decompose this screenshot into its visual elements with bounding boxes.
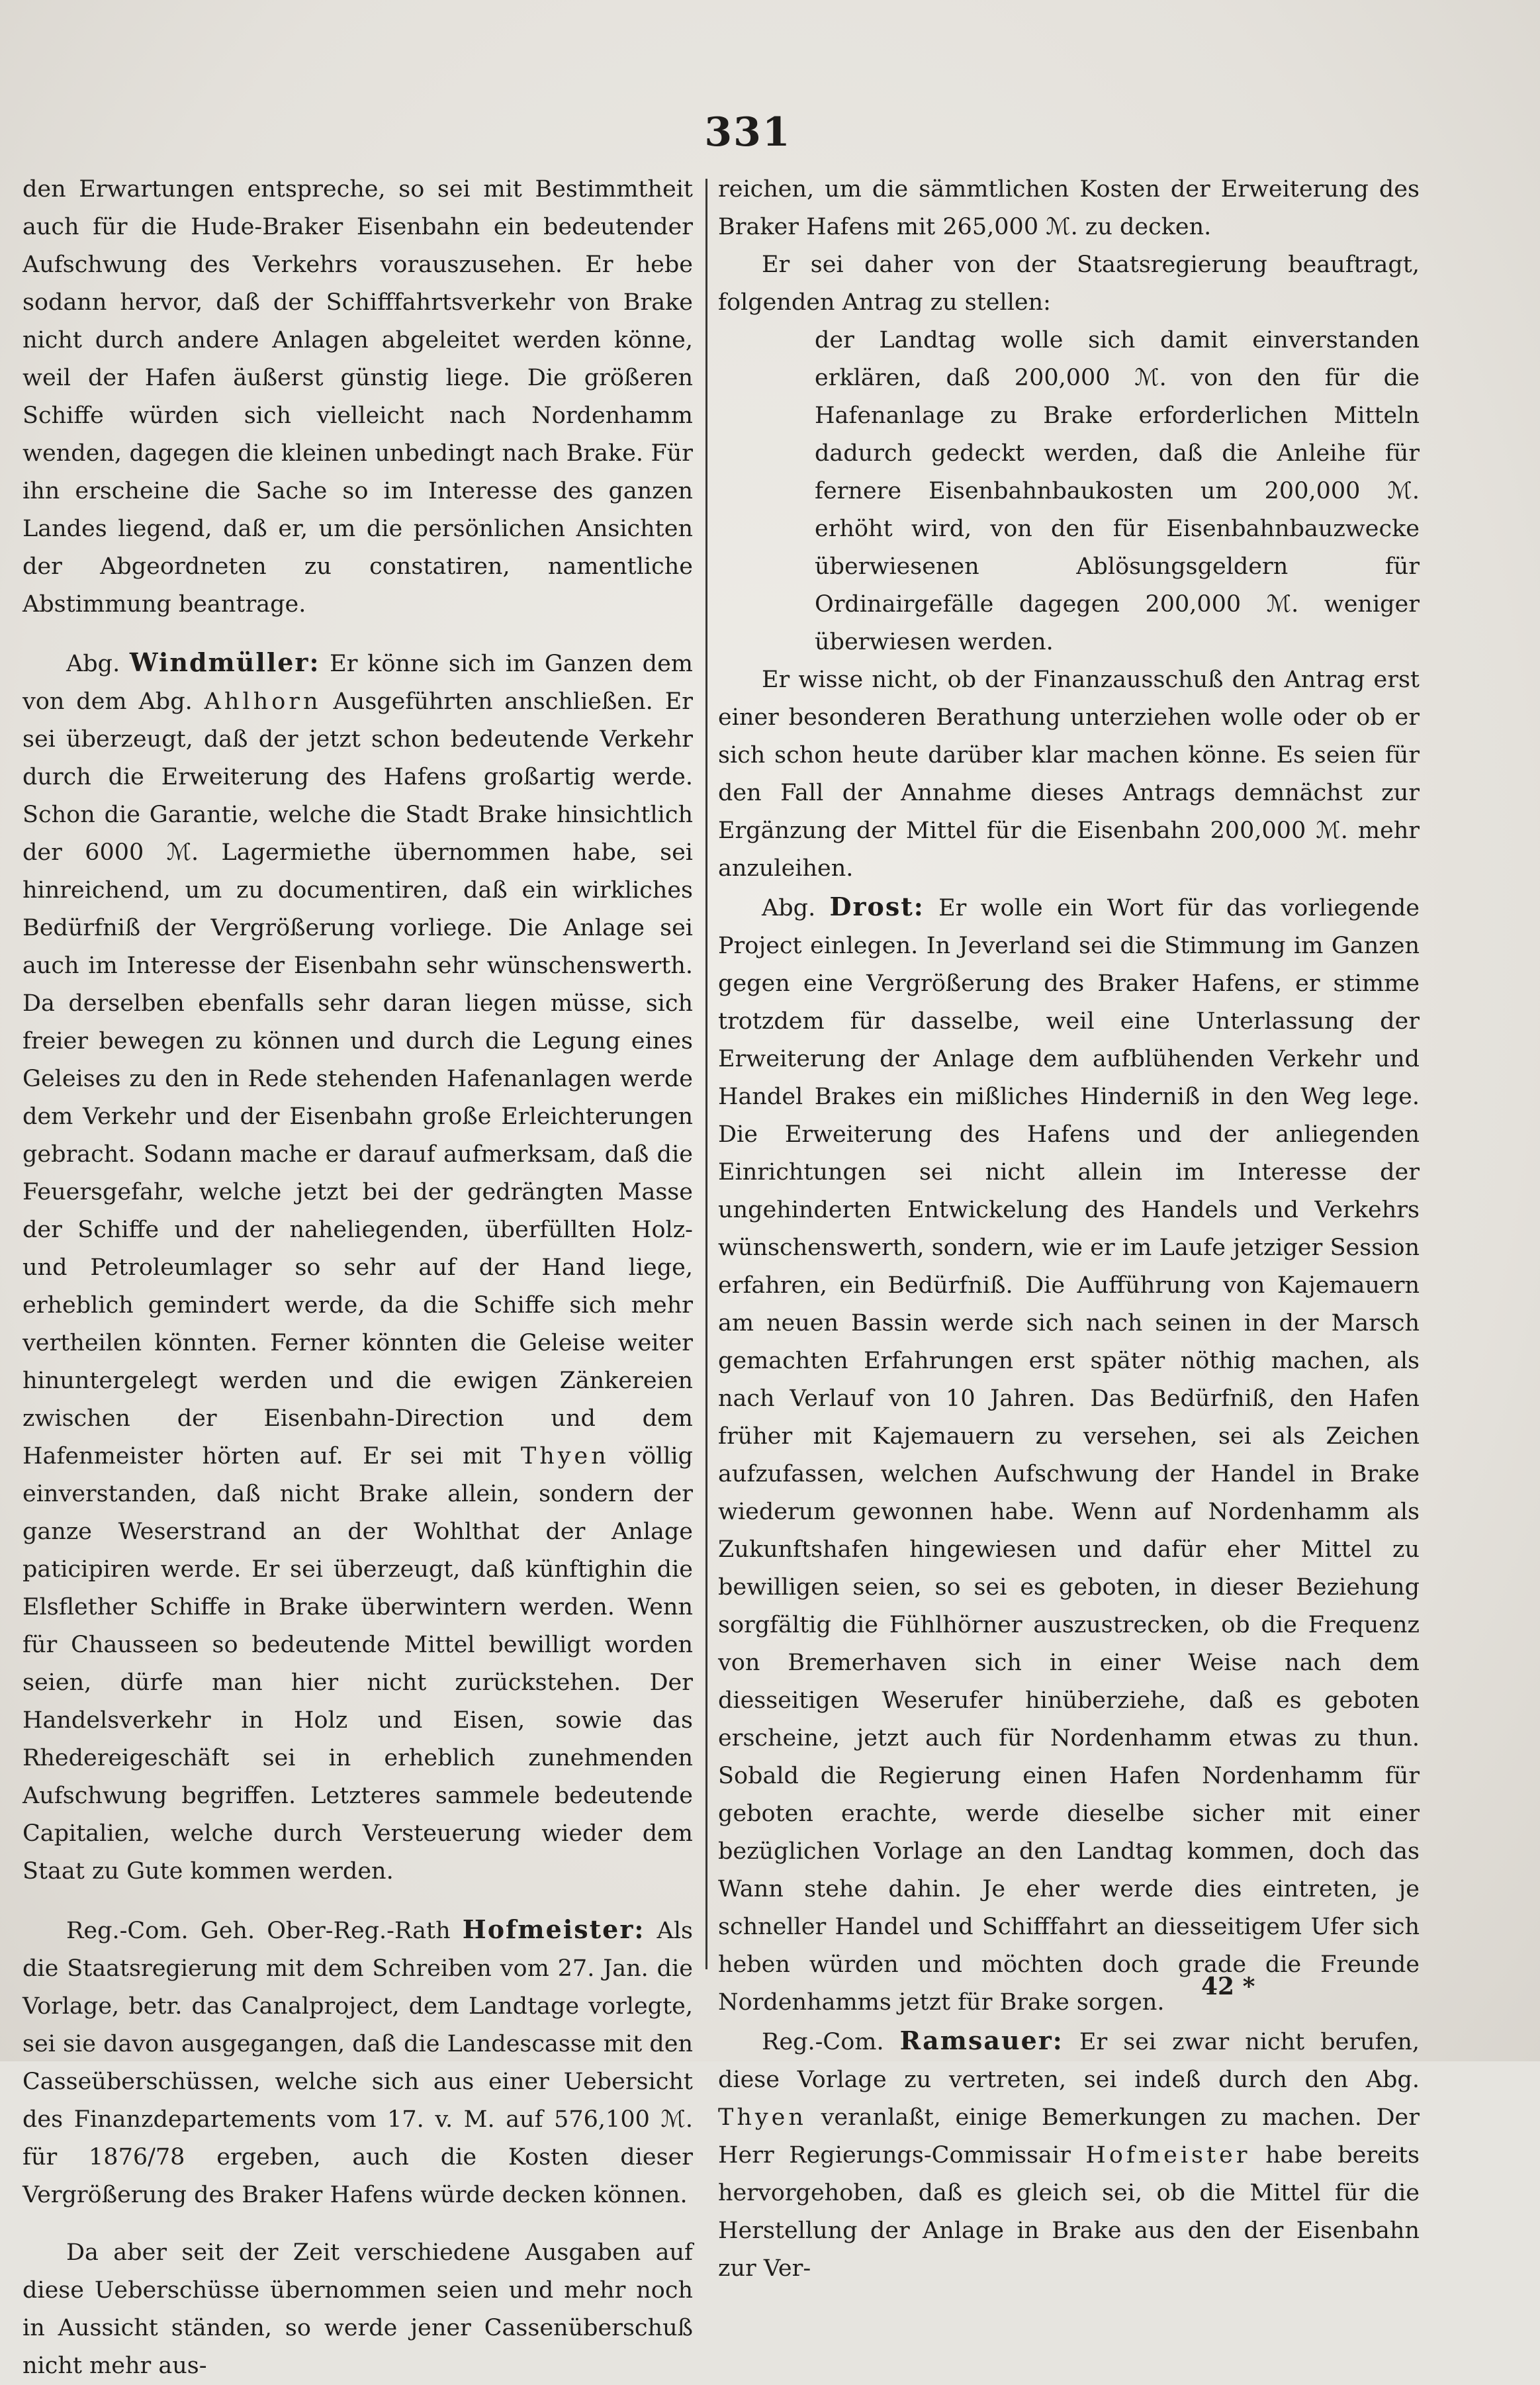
speaker-name: Windmüller:	[129, 647, 320, 677]
speaker-title: Abg.	[762, 895, 816, 921]
spaced-name: Ahlhorn	[204, 688, 322, 715]
paragraph: Da aber seit der Zeit verschiedene Ausgaben auf diese Ueberschüsse übernommen seien und mehr noch in Aussicht ständen, so werde jener Cassenüberschuß nicht mehr aus-	[23, 2239, 693, 2379]
speaker-name: Ramsauer:	[899, 2026, 1064, 2055]
speaker-title: Abg.	[66, 651, 120, 677]
left-column	[23, 171, 693, 2385]
paragraph-text: veranlaßt, einige Bemerkungen zu machen. Der Herr Regierungs-Commissair	[718, 2104, 1420, 2169]
paragraph-text: Er könne sich im Ganzen dem von dem Abg.	[23, 651, 693, 715]
paragraph-text: Ausgeführten anschließen. Er sei überzeugt, daß der jetzt schon bedeutende Verkehr durch die Erweiterung des Hafens großartig werde. Schon die Garantie, welche die Stadt Brake hinsichtlich der 6000 ℳ. Lagermiethe übernommen habe, sei hinreichend, um zu documentiren, daß ein wirkliches Bedürfniß der Vergrößerung vorliege. Die Anlage sei auch im Interesse der Eisenbahn sehr wünschenswerth. Da derselben ebenfalls sehr daran liegen müsse, sich freier bewegen zu können und durch die Legung eines Geleises zu den in Rede stehenden Hafenanlagen werde dem Verkehr und der Eisenbahn große Erleichterungen gebracht. Sodann mache er darauf aufmerksam, daß die Feuersgefahr, welche jetzt bei der gedrängten Masse der Schiffe und der naheliegenden, überfüllten Holz- und Petroleumlager so sehr auf der Hand liege, erheblich gemindert werde, da die Schiffe sich mehr vertheilen könnten. Ferner könnten die Geleise weiter hinuntergelegt werden und die ewigen Zänkereien zwischen der Eisenbahn-Direction und dem Hafenmeister hörten auf. Er sei mit	[23, 688, 693, 1470]
signature-mark: 42 *	[1201, 1973, 1255, 2000]
spaced-name: Thyen	[718, 2104, 807, 2131]
paragraph: Er wisse nicht, ob der Finanzausschuß den Antrag erst einer besonderen Berathung unterziehen wolle oder ob er sich schon heute darüber klar machen könne. Es seien für den Fall der Annahme dieses Antrags demnächst zur Ergänzung der Mittel für die Eisenbahn 200,000 ℳ. mehr anzuleihen.	[718, 667, 1420, 882]
paragraph-drost	[718, 888, 1420, 2022]
paragraph-text: habe bereits hervorgehoben, daß es gleich sei, ob die Mittel für die Herstellung der Anlage in Brake aus den der Eisenbahn zur Ver-	[718, 2142, 1420, 2282]
paragraph: reichen, um die sämmtlichen Kosten der Erweiterung des Braker Hafens mit 265,000 ℳ. zu decken.	[718, 176, 1420, 240]
column-divider	[705, 179, 707, 1969]
spaced-name: Thyen	[520, 1443, 610, 1470]
speaker-title: Reg.-Com.	[762, 2029, 884, 2055]
paragraph-ramsauer	[718, 2022, 1420, 2288]
speaker-title: Reg.-Com. Geh. Ober-Reg.-Rath	[66, 1918, 451, 1944]
paragraph-text: Er sei zwar nicht berufen, diese Vorlage zu vertreten, sei indeß durch den Abg.	[718, 2029, 1420, 2093]
speaker-name: Drost:	[829, 892, 925, 921]
speaker-name: Hofmeister:	[462, 1914, 645, 1944]
right-column	[718, 171, 1420, 2288]
paragraph: den Erwartungen entspreche, so sei mit Bestimmtheit auch für die Hude-Braker Eisenbahn ein bedeutender Aufschwung des Verkehrs vorauszusehen. Er hebe sodann hervor, daß der Schifffahrtsverkehr von Brake nicht durch andere Anlagen abgeleitet werden könne, weil der Hafen äußerst günstig liege. Die größeren Schiffe würden sich vielleicht nach Nordenhamm wenden, dagegen die kleinen unbedingt nach Brake. Für ihn erscheine die Sache so im Interesse des ganzen Landes liegend, daß er, um die persönlichen Ansichten der Abgeordneten zu constatiren, namentliche Abstimmung beantrage.	[23, 176, 693, 618]
motion-quote: der Landtag wolle sich damit einverstanden erklären, daß 200,000 ℳ. von den für die Hafenanlage zu Brake erforderlichen Mitteln dadurch gedeckt werden, daß die Anleihe für fernere Eisenbahnbaukosten um 200,000 ℳ. erhöht wird, von den für Eisenbahnbauzwecke überwiesenen Ablösungsgeldern für Ordinairgefälle dagegen 200,000 ℳ. weniger überwiesen werden.	[815, 327, 1420, 655]
spaced-name: Hofmeister	[1085, 2142, 1251, 2169]
paragraph-hofmeister	[23, 1910, 693, 2214]
paragraph-text: Er wolle ein Wort für das vorliegende Project einlegen. In Jeverland sei die Stimmung im Ganzen gegen eine Vergrößerung des Braker Hafens, er stimme trotzdem für dasselbe, weil eine Unterlassung der Erweiterung der Anlage dem aufblühenden Verkehr und Handel Brakes ein mißliches Hinderniß in den Weg lege. Die Erweiterung des Hafens und der anliegenden Einrichtungen sei nicht allein im Interesse der ungehinderten Entwickelung des Handels und Verkehrs wünschenswerth, sondern, wie er im Laufe jetziger Session erfahren, ein Bedürfniß. Die Aufführung von Kajemauern am neuen Bassin werde sich nach seinen in der Marsch gemachten Erfahrungen erst später nöthig machen, als nach Verlauf von 10 Jahren. Das Bedürfniß, den Hafen früher mit Kajemauern zu versehen, sei als Zeichen aufzufassen, welchen Aufschwung der Handel in Brake wiederum gewonnen habe. Wenn auf Nordenhamm als Zukunftshafen hingewiesen und dafür eher Mittel zu bewilligen seien, so sei es geboten, in dieser Beziehung sorgfältig die Fühlhörner auszustrecken, ob die Frequenz von Bremerhaven sich in einer Weise nach dem diesseitigen Weserufer hinüberziehe, daß es geboten erscheine, jetzt auch für Nordenhamm etwas zu thun. Sobald die Regierung einen Hafen Nordenhamm für geboten erachte, werde dieselbe sicher mit einer bezüglichen Vorlage an den Landtag kommen, doch das Wann stehe dahin. Je eher werde dies eintreten, je schneller Handel und Schifffahrt an diesseitigem Ufer sich heben würden und möchten doch grade die Freunde Nordenhamms jetzt für Brake sorgen.	[718, 895, 1420, 2016]
paragraph-text: völlig einverstanden, daß nicht Brake allein, sondern der ganze Weserstrand an der Wohlthat der Anlage paticipiren werde. Er sei überzeugt, daß künftighin die Elsflether Schiffe in Brake überwintern werden. Wenn für Chausseen so bedeutende Mittel bewilligt worden seien, dürfe man hier nicht zurückstehen. Der Handelsverkehr in Holz und Eisen, sowie das Rhedereigeschäft sei in erheblich zunehmenden Aufschwung begriffen. Letzteres sammele bedeutende Capitalien, welche durch Versteuerung wieder dem Staat zu Gute kommen werden.	[23, 1443, 693, 1885]
paragraph-windmueller	[23, 643, 693, 1891]
paragraph: Er sei daher von der Staatsregierung beauftragt, folgenden Antrag zu stellen:	[718, 252, 1420, 316]
page-number: 331	[704, 109, 792, 156]
paragraph-text: Als die Staatsregierung mit dem Schreiben vom 27. Jan. die Vorlage, betr. das Canalproject, dem Landtage vorlegte, sei sie davon ausgegangen, daß die Landescasse mit den Casseüberschüssen, welche sich aus einer Uebersicht des Finanzdepartements vom 17. v. M. auf 576,100 ℳ. für 1876/78 ergeben, auch die Kosten dieser Vergrößerung des Braker Hafens würde decken können.	[23, 1918, 693, 2208]
